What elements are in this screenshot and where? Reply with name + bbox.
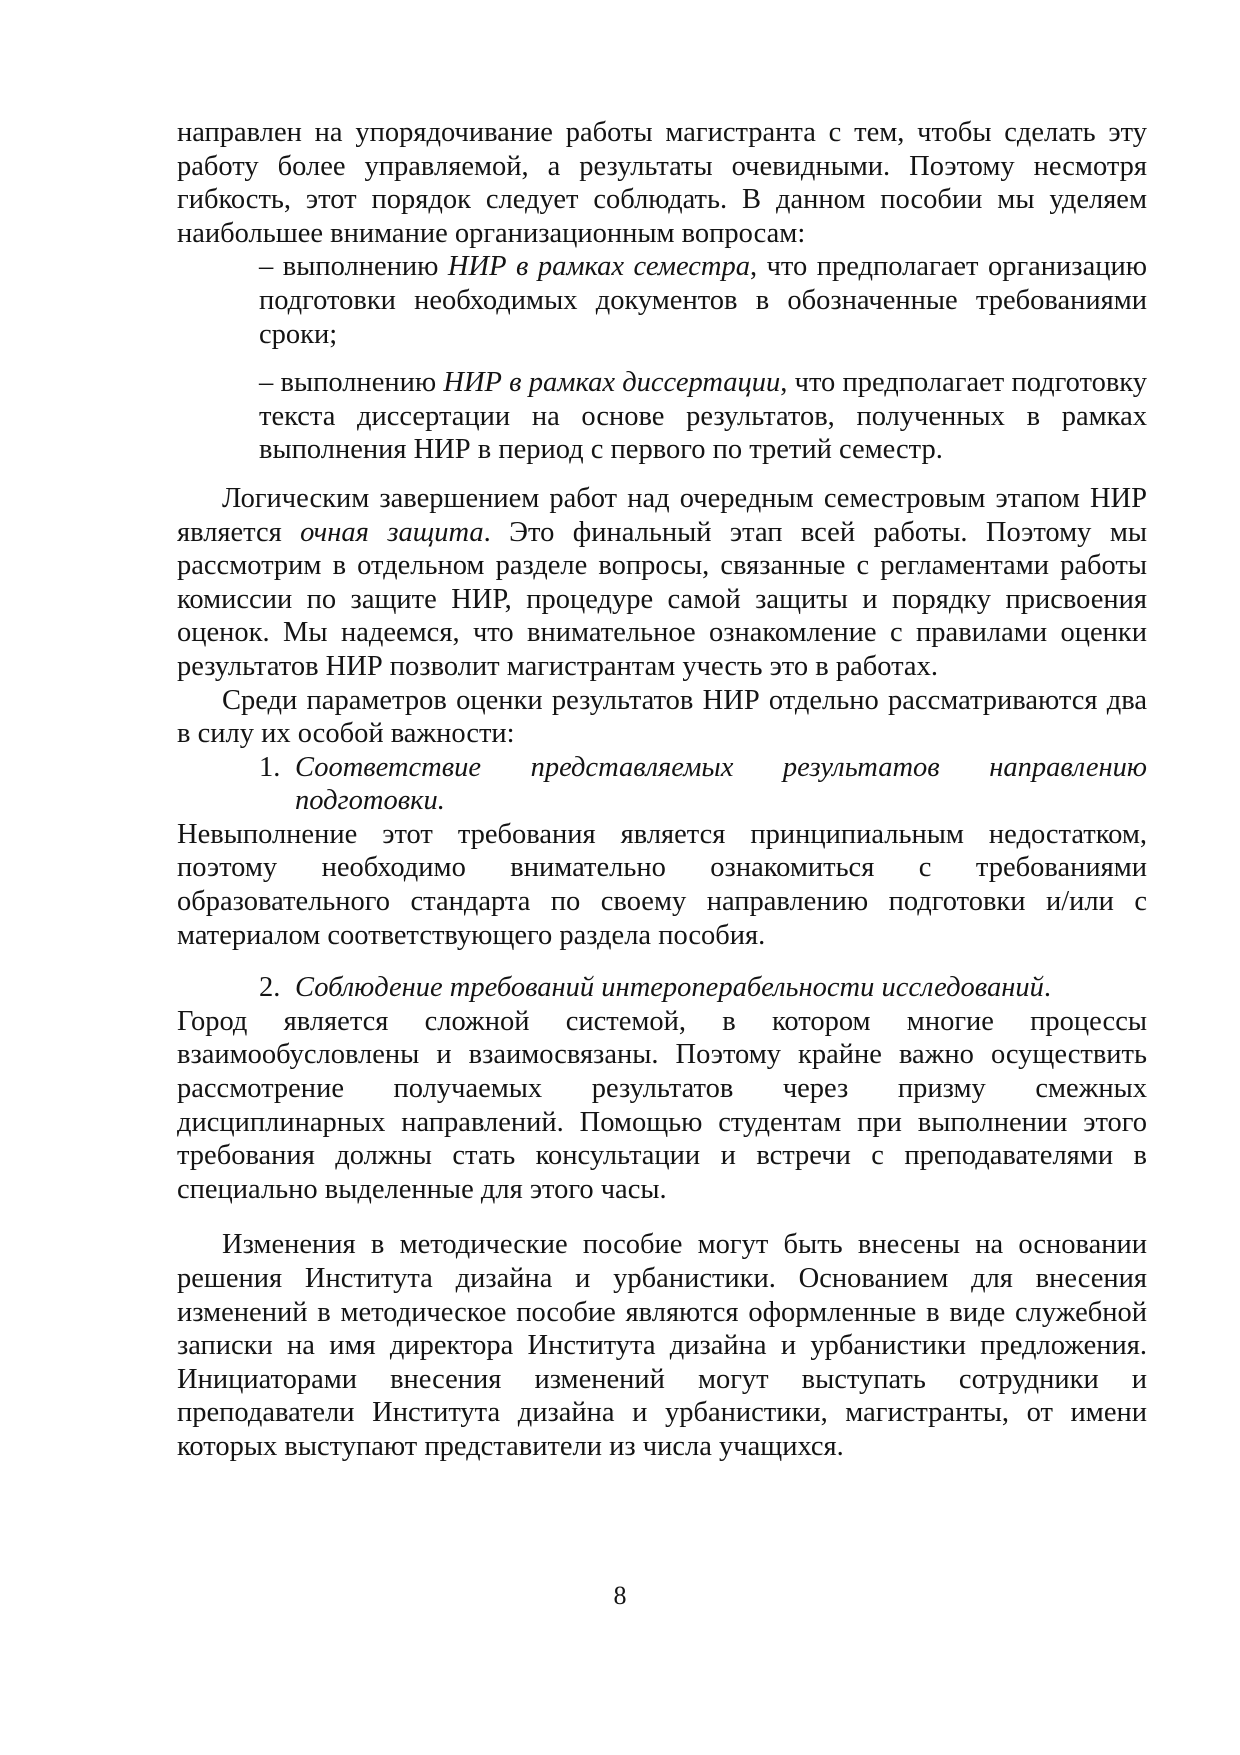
page-number: 8 <box>613 1581 627 1610</box>
list-item-semester-text: , что предполагает организацию подготовки необходимых документов в обозначенные требованиями сроки; <box>259 251 1148 350</box>
list-item-semester-emphasis: НИР в рамках семестра <box>447 251 750 283</box>
numbered-item-2-line <box>295 971 1147 1005</box>
document-body <box>177 116 1147 1464</box>
numbered-item-1 <box>177 751 1147 818</box>
paragraph-requirement-1: Невыполнение этот требования является принципиальным недостатком, поэтому необходимо внимательно ознакомиться с требованиями образовательного стандарта по своему направлению подготовки и/или с материалом соответствующего раздела пособия. <box>177 818 1147 951</box>
list-item-dissertation-emphasis: НИР в рамках диссертации <box>443 367 781 399</box>
numbered-item-2-text: Соблюдение требований интероперабельности исследований <box>295 972 1044 1004</box>
paragraph-defense-emphasis: очная защита <box>300 516 484 548</box>
paragraph-intro: направлен на упорядочивание работы магистранта с тем, чтобы сделать эту работу более управляемой, а результаты очевидными. Поэтому несмотря гибкость, этот порядок следует соблюдать. В данном пособии мы уделяем наибольшее внимание организационным вопросам: <box>177 117 1147 249</box>
paragraph-changes: Изменения в методические пособие могут быть внесены на основании решения Института дизайна и урбанистики. Основанием для внесения изменений в методическое пособие являются оформленные в виде служебной записки на имя директора Института дизайна и урбанистики предложения. Инициаторами внесения изменений могут выступать сотрудники и преподаватели Института дизайна и урбанистики, магистранты, от имени которых выступают представители из числа учащихся. <box>177 1229 1147 1462</box>
list-item-dissertation-prefix: – выполнению <box>259 367 444 399</box>
paragraph-defense <box>177 482 1147 684</box>
paragraph-defense-pre: Логическим завершением работ над очередным семестровым этапом НИР является <box>177 482 1147 548</box>
list-item-semester <box>177 250 1147 351</box>
list-item-semester-prefix: – выполнению <box>259 251 448 283</box>
paragraph-parameters: Среди параметров оценки результатов НИР отдельно рассматриваются два в силу их особой важности: <box>177 684 1147 750</box>
numbered-item-2 <box>177 971 1147 1005</box>
numbered-item-1-text: Соответствие представляемых результатов направлению подготовки. <box>295 751 1147 817</box>
paragraph-city-system: Город является сложной системой, в котором многие процессы взаимообусловлены и взаимосвязаны. Поэтому крайне важно осуществить рассмотрение получаемых результатов через призму смежных дисциплинарных направлений. Помощью студентам при выполнении этого требования должны стать консультации и встречи с преподавателями в специально выделенные для этого часы. <box>177 1005 1147 1205</box>
list-item-dissertation <box>177 366 1147 467</box>
numbered-item-1-number: 1. <box>259 751 281 783</box>
numbered-item-2-tail: . <box>1043 972 1051 1004</box>
list-item-dissertation-text: , что предполагает подготовку текста диссертации на основе результатов, полученных в рамках выполнения НИР в период с первого по третий семестр. <box>259 367 1147 466</box>
numbered-item-2-number: 2. <box>259 972 281 1004</box>
paragraph-defense-post: . Это финальный этап всей работы. Поэтому мы рассмотрим в отдельном разделе вопросы, связанные с регламентами работы комиссии по защите НИР, процедуре самой защиты и порядку присвоения оценок. Мы надеемся, что внимательное ознакомление с правилами оценки результатов НИР позволит магистрантам учесть это в работах. <box>177 516 1148 682</box>
